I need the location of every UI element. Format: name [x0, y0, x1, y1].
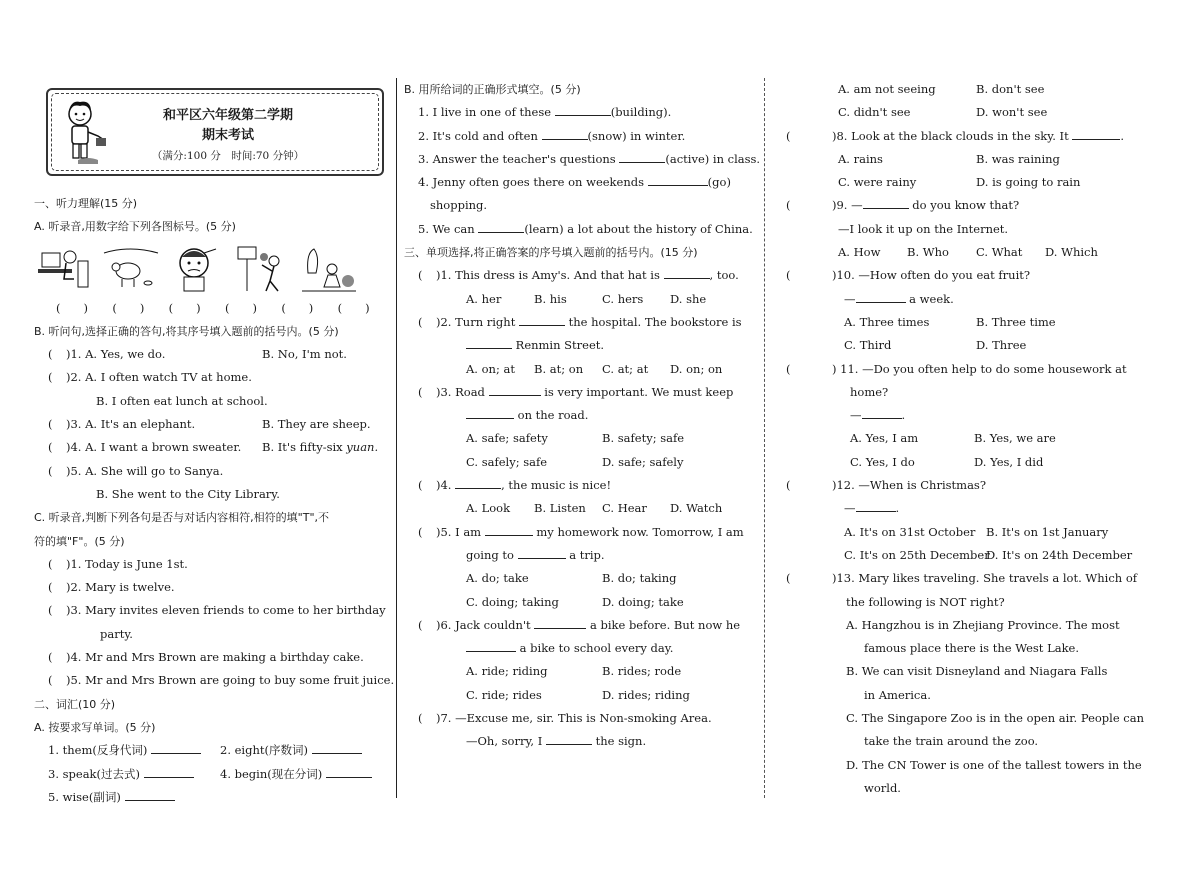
question-b1: ( )1. A. Yes, we do. B. No, I'm not.	[48, 347, 347, 362]
mc-4-options: A. Look B. Listen C. Hear D. Watch	[466, 501, 723, 516]
question-b4: ( )4. A. I want a brown sweater. B. It's fifty-six yuan.	[48, 440, 379, 455]
vocab-row-3: 5. wise(副词)	[34, 786, 394, 809]
answer-blank[interactable]	[519, 313, 565, 326]
mc-9: ( )9. — do you know that?	[786, 198, 1020, 213]
mc-9-options: A. How B. Who C. What D. Which	[838, 245, 1098, 260]
mc-1: ( )1. This dress is Amy's. And that hat is , too.	[418, 268, 739, 283]
section-c-heading: C. 听录音,判断下列各句是否与对话内容相符,相符的填"T",不	[34, 511, 330, 525]
mc-3: ( )3. Road is very important. We must keep	[418, 384, 734, 399]
boy-watering-icon	[58, 98, 110, 168]
vocab-row-2: 3. speak(过去式) 4. begin(现在分词)	[34, 763, 394, 786]
column-divider	[396, 78, 397, 798]
mc-13-option-c-cont: take the train around the zoo.	[864, 734, 1039, 749]
column-1	[34, 192, 394, 809]
question-c2: ( )2. Mary is twelve.	[48, 580, 175, 595]
picture-answer-row	[56, 297, 394, 320]
mc-2-cont: Renmin Street.	[404, 334, 758, 357]
answer-paren[interactable]: ( )	[281, 300, 314, 315]
answer-paren[interactable]: ( )	[112, 300, 145, 315]
fill-4-cont: shopping.	[430, 198, 488, 213]
mc-13-option-b-cont: in America.	[864, 687, 931, 702]
mc-2: ( )2. Turn right the hospital. The bookstore is	[418, 314, 742, 329]
computer-desk-icon	[34, 243, 96, 295]
mc-12-options-2: C. It's on 25th December D. It's on 24th December	[844, 547, 1133, 562]
mc-1-options: A. her B. his C. hers D. she	[466, 291, 707, 306]
column-divider-dashed	[764, 78, 765, 798]
mc-5-cont: going to a trip.	[466, 547, 605, 562]
mc-11: ( ) 11. —Do you often help to do some housework at	[786, 361, 1127, 376]
answer-blank[interactable]	[664, 266, 710, 279]
mc-9-answer: —I look it up on the Internet.	[838, 221, 1009, 236]
mc-6-cont: a bike to school every day.	[404, 637, 758, 660]
column-3	[786, 78, 1145, 800]
mc-6-options-2: C. ride; rides D. rides; riding	[466, 687, 690, 702]
answer-blank[interactable]	[144, 765, 194, 778]
answer-blank[interactable]	[619, 150, 665, 163]
answer-blank[interactable]	[466, 406, 514, 419]
fill-3: 3. Answer the teacher's questions (active) in class.	[418, 151, 761, 166]
answer-blank[interactable]	[862, 406, 902, 419]
mc-13-option-b[interactable]: B. We can visit Disneyland and Niagara Falls	[846, 664, 1108, 679]
mc-13: ( )13. Mary likes traveling. She travels a lot. Which of	[786, 571, 1138, 586]
mc-7-options-2: C. didn't see D. won't see	[838, 105, 1048, 120]
answer-blank[interactable]	[648, 173, 708, 186]
question-c1: ( )1. Today is June 1st.	[48, 556, 188, 571]
garden-girl-icon	[298, 243, 360, 295]
answer-blank[interactable]	[478, 220, 524, 233]
mc-12: ( )12. —When is Christmas?	[786, 478, 986, 493]
mc-12-options-1: A. It's on 31st October B. It's on 1st January	[844, 524, 1109, 539]
section-a-heading: A. 听录音,用数字给下列各图标号。(5 分)	[34, 220, 236, 234]
sheep-icon	[100, 243, 162, 295]
mc-7: ( )7. —Excuse me, sir. This is Non-smoking Area.	[418, 711, 712, 726]
section-b-fill-heading: B. 用所给词的正确形式填空。(5 分)	[404, 83, 581, 96]
fill-1: 1. I live in one of these (building).	[418, 105, 672, 120]
mc-13-option-c[interactable]: C. The Singapore Zoo is in the open air. People can	[846, 711, 1145, 726]
part-2-heading: 二、词汇(10 分)	[34, 697, 116, 711]
question-b5: ( )5. A. She will go to Sanya.	[48, 463, 224, 478]
answer-blank[interactable]	[555, 103, 611, 116]
answer-blank[interactable]	[518, 546, 566, 559]
exam-header	[46, 88, 384, 176]
question-c4: ( )4. Mr and Mrs Brown are making a birthday cake.	[48, 650, 364, 665]
answer-blank[interactable]	[455, 476, 501, 489]
listening-pictures	[34, 243, 394, 295]
fill-2: 2. It's cold and often (snow) in winter.	[418, 128, 686, 143]
answer-blank[interactable]	[326, 765, 372, 778]
mc-11-options-2: C. Yes, I do D. Yes, I did	[850, 454, 1044, 469]
mc-7-cont: —Oh, sorry, I the sign.	[466, 734, 647, 749]
mc-13-cont: the following is NOT right?	[846, 594, 1005, 609]
question-b3: ( )3. A. It's an elephant. B. They are sheep.	[48, 417, 371, 432]
answer-blank[interactable]	[489, 383, 541, 396]
answer-blank[interactable]	[485, 523, 533, 536]
mc-12-reply: — .	[844, 501, 900, 516]
mc-5-options-2: C. doing; taking D. doing; take	[466, 594, 684, 609]
mc-8: ( )8. Look at the black clouds in the sky. It .	[786, 128, 1125, 143]
answer-blank[interactable]	[466, 336, 512, 349]
mc-13-option-a-cont: famous place there is the West Lake.	[864, 641, 1080, 656]
vocab-row-1: 1. them(反身代词) 2. eight(序数词)	[34, 739, 394, 762]
section-c-heading-2: 符的填"F"。(5 分)	[34, 534, 125, 548]
question-b5-option: B. She went to the City Library.	[96, 486, 280, 501]
mc-11-reply: — .	[850, 408, 906, 423]
mc-10: ( )10. —How often do you eat fruit?	[786, 268, 1031, 283]
question-c3: ( )3. Mary invites eleven friends to come to her birthday	[48, 603, 386, 618]
answer-paren[interactable]: ( )	[56, 300, 88, 315]
mc-3-options-1: A. safe; safety B. safety; safe	[466, 431, 685, 446]
part-1-heading: 一、听力理解(15 分)	[34, 197, 138, 210]
mc-10-options-2: C. Third D. Three	[844, 338, 1027, 353]
mc-10-cont: — a week.	[844, 291, 954, 306]
question-c5: ( )5. Mr and Mrs Brown are going to buy some fruit juice.	[48, 673, 395, 688]
question-c3-cont: party.	[100, 626, 133, 641]
question-b2-option: B. I often eat lunch at school.	[96, 393, 268, 408]
basketball-icon	[232, 243, 294, 295]
mc-11-cont: home?	[850, 384, 889, 399]
mc-8-options-1: A. rains B. was raining	[838, 151, 1060, 166]
section-b-heading: B. 听问句,选择正确的答句,将其序号填入题前的括号内。(5 分)	[34, 324, 339, 338]
answer-blank[interactable]	[312, 741, 362, 754]
mc-3-cont: on the road.	[404, 404, 758, 427]
answer-blank[interactable]	[125, 788, 175, 801]
answer-blank[interactable]	[542, 127, 588, 140]
answer-blank[interactable]	[151, 741, 201, 754]
answer-blank[interactable]	[466, 639, 516, 652]
mc-11-options-1: A. Yes, I am B. Yes, we are	[850, 431, 1056, 446]
sick-boy-icon	[166, 243, 228, 295]
exam-title: 和平区六年级第二学期	[162, 108, 293, 123]
mc-2-options: A. on; at B. at; on C. at; at D. on; on	[466, 361, 723, 376]
fill-4: 4. Jenny often goes there on weekends (go)	[418, 175, 731, 190]
mc-3-options-2: C. safely; safe D. safe; safely	[466, 454, 684, 469]
mc-7-options-1: A. am not seeing B. don't see	[838, 82, 1045, 96]
mc-10-options-1: A. Three times B. Three time	[844, 314, 1056, 329]
exam-info: （满分:100 分 时间:70 分钟）	[151, 150, 305, 162]
mc-8-options-2: C. were rainy D. is going to rain	[838, 175, 1081, 190]
answer-blank[interactable]	[856, 290, 906, 303]
fill-5: 5. We can (learn) a lot about the history of China.	[418, 221, 753, 236]
part-3-heading: 三、单项选择,将正确答案的序号填入题前的括号内。(15 分)	[404, 246, 698, 260]
mc-5-options-1: A. do; take B. do; taking	[466, 571, 677, 586]
question-b2: ( )2. A. I often watch TV at home.	[48, 370, 252, 385]
answer-blank[interactable]	[1072, 127, 1120, 140]
column-2	[404, 78, 761, 754]
mc-4: ( )4. , the music is nice!	[418, 478, 612, 493]
answer-blank[interactable]	[856, 499, 896, 512]
answer-blank[interactable]	[546, 732, 592, 745]
mc-13-option-d[interactable]: D. The CN Tower is one of the tallest towers in the	[846, 757, 1142, 772]
answer-paren[interactable]: ( )	[168, 300, 201, 315]
answer-blank[interactable]	[863, 196, 909, 209]
mc-6-options-1: A. ride; riding B. rides; rode	[466, 664, 682, 679]
mc-13-option-d-cont: world.	[864, 780, 901, 795]
mc-5: ( )5. I am my homework now. Tomorrow, I am	[418, 524, 744, 539]
answer-paren[interactable]: ( )	[337, 300, 370, 315]
exam-subtitle: 期末考试	[201, 128, 254, 143]
mc-13-option-a[interactable]: A. Hangzhou is in Zhejiang Province. The most	[846, 617, 1120, 632]
answer-paren[interactable]: ( )	[224, 300, 257, 315]
answer-blank[interactable]	[534, 616, 586, 629]
mc-6: ( )6. Jack couldn't a bike before. But now he	[418, 617, 741, 632]
vocab-a-heading: A. 按要求写单词。(5 分)	[34, 720, 156, 734]
